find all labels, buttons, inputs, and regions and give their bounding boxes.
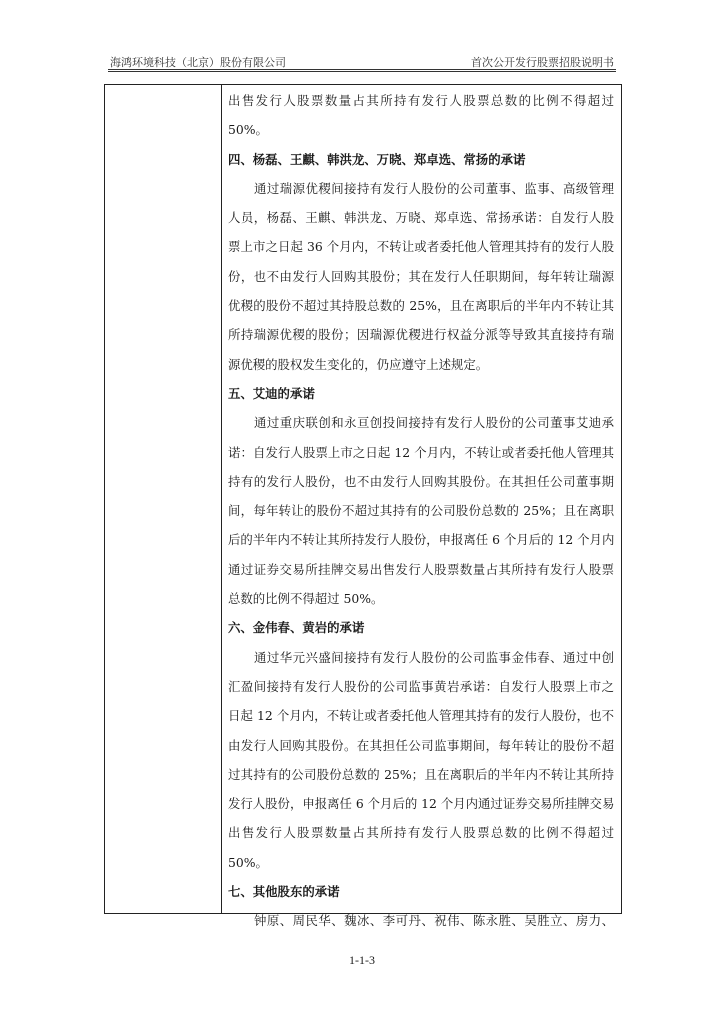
- section-heading: 六、金伟春、黄岩的承诺: [228, 620, 365, 636]
- text-line: 日起 12 个月内，不转让或者委托他人管理其持有的发行人股份，也不: [228, 708, 614, 724]
- header-company-name: 海鸿环境科技（北京）股份有限公司: [110, 56, 286, 69]
- text-line: 人员，杨磊、王麒、韩洪龙、万晓、郑卓选、常扬承诺：自发行人股: [228, 210, 614, 226]
- text-line: 源优稷的股权发生变化的，仍应遵守上述规定。: [228, 356, 489, 372]
- table-column-divider: [221, 84, 222, 914]
- section-heading: 四、杨磊、王麒、韩洪龙、万晓、郑卓选、常扬的承诺: [228, 151, 526, 167]
- text-line: 通过华元兴盛间接持有发行人股份的公司监事金伟春、通过中创: [254, 649, 614, 665]
- text-line: 过其持有的公司股份总数的 25%；且在离职后的半年内不转让其所持: [228, 766, 614, 782]
- text-line: 份，也不由发行人回购其股份；其在发行人任职期间，每年转让瑞源: [228, 268, 614, 284]
- text-line: 票上市之日起 36 个月内，不转让或者委托他人管理其持有的发行人股: [228, 239, 614, 255]
- section-heading: 五、艾迪的承诺: [228, 385, 315, 401]
- text-line: 汇盈间接持有发行人股份的公司监事黄岩承诺：自发行人股票上市之: [228, 678, 614, 694]
- page-header: [108, 50, 616, 70]
- text-line: 持有的发行人股份，也不由发行人回购其股份。在其担任公司董事期: [228, 473, 614, 489]
- text-line: 钟原、周民华、魏冰、李可丹、祝伟、陈永胜、吴胜立、房力、: [254, 913, 614, 929]
- text-line: 后的半年内不转让其所持发行人股份，申报离任 6 个月后的 12 个月内: [228, 532, 614, 548]
- header-rule: [108, 69, 616, 70]
- text-line: 50%。: [228, 122, 268, 138]
- text-line: 50%。: [228, 854, 268, 870]
- text-line: 通过瑞源优稷间接持有发行人股份的公司董事、监事、高级管理: [254, 180, 614, 196]
- section-heading: 七、其他股东的承诺: [228, 884, 340, 900]
- text-line: 出售发行人股票数量占其所持有发行人股票总数的比例不得超过: [228, 825, 614, 841]
- header-document-title: 首次公开发行股票招股说明书: [471, 56, 614, 69]
- text-line: 所持瑞源优稷的股份；因瑞源优稷进行权益分派等导致其直接持有瑞: [228, 327, 614, 343]
- text-line: 通过证券交易所挂牌交易出售发行人股票数量占其所持有发行人股票: [228, 561, 614, 577]
- text-line: 出售发行人股票数量占其所持有发行人股票总数的比例不得超过: [228, 93, 614, 108]
- text-line: 优稷的股份不超过其持股总数的 25%，且在离职后的半年内不转让其: [228, 298, 614, 314]
- text-line: 通过重庆联创和永亘创投间接持有发行人股份的公司董事艾迪承: [254, 415, 614, 431]
- text-line: 诺：自发行人股票上市之日起 12 个月内，不转让或者委托他人管理其: [228, 444, 614, 460]
- text-line: 总数的比例不得超过 50%。: [228, 591, 384, 607]
- text-line: 间，每年转让的股份不超过其持有的公司股份总数的 25%；且在离职: [228, 503, 614, 519]
- commitment-text-cell: [228, 86, 614, 936]
- text-line: 由发行人回购其股份。在其担任公司监事期间，每年转让的股份不超: [228, 737, 614, 753]
- page-number: 1-1-3: [349, 953, 375, 967]
- text-line: 发行人股份，申报离任 6 个月后的 12 个月内通过证券交易所挂牌交易: [228, 796, 614, 812]
- header-rule-double: [108, 71, 616, 72]
